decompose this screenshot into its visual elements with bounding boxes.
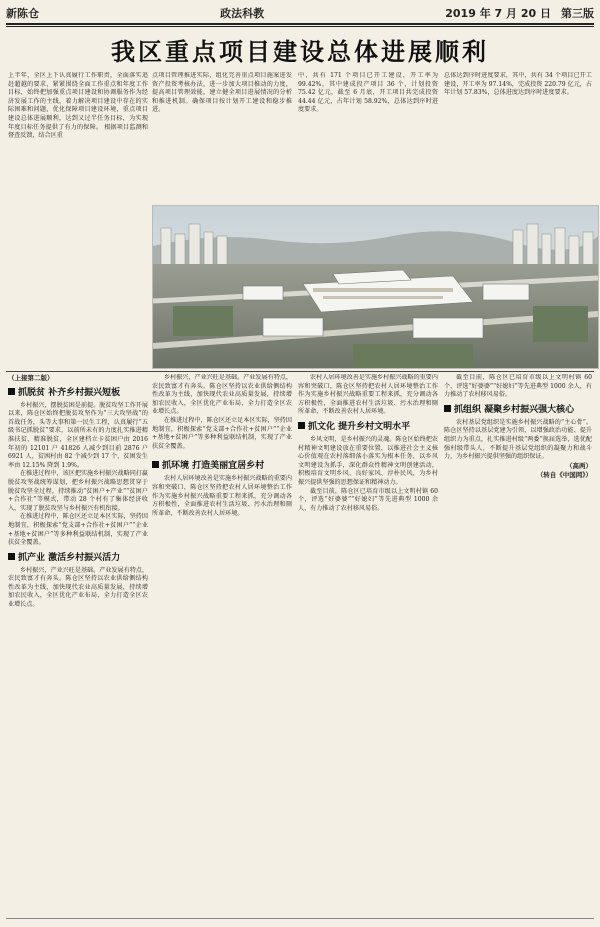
- article1-title: 抓脱贫 补齐乡村振兴短板: [8, 386, 148, 400]
- bullet-square-icon: [152, 461, 159, 468]
- article-byline: [444, 462, 592, 472]
- issue-date: 2019 年 7 月 20 日: [445, 7, 551, 20]
- top-article-col4: 总体达到序时进度要求，其中，共有 34 个项目已开工建设，开工率为 97.14%，完成投资 220.79 亿元，占年计划 57.83%，总体进度达到序时进度要求。: [444, 72, 592, 97]
- main-headline: 我区重点项目建设总体进展顺利: [111, 38, 489, 66]
- bottom-rule: [6, 918, 594, 919]
- lower-col4: [444, 374, 592, 916]
- lower-col2: [152, 374, 292, 916]
- lower-col3: [298, 374, 438, 916]
- page-number: 第三版: [560, 7, 594, 20]
- top-article-col2: 点项目管理推进实际，组化完善重点项目施案进发资产投资考核办法，进一步加大项目推动的力度，提高项目管理效能，建立健全项目进展情况的分析和推进机制。确保项目按计划开工建设和稳步推进。: [152, 72, 292, 114]
- header-right: [445, 5, 594, 21]
- article1-para2: 在推进过程中，该区把实施乡村振兴战略同打赢脱贫攻坚战统筹谋划，把乡村振兴战略思想贯穿于脱贫攻坚全过程，持续推动“贫困户+产业”“贫困户+合作社”等模式，带动 28 个村有了集体经济收入，实现了脱贫攻坚与乡村振兴有机衔接。: [8, 470, 148, 512]
- top-article-col3: 中，共有 171 个项目已开工建设，开工率为 99.42%，其中建成投产项目 36 个，计划投资 75.42 亿元，截至 6 月底，开工项目共完成投资 44.44 亿元，占年计划 58.92%，总体达到序时进度要求。: [298, 72, 438, 114]
- aerial-photo-illustration: [153, 206, 598, 368]
- source-note: （转自《中国网》）: [536, 471, 592, 480]
- article3-title: 抓环境 打造美丽宜居乡村: [152, 459, 292, 473]
- top-article-col1: 上半年，全区上下认真履行工作职责，全面落实追赶超越的要求，紧紧围绕全面工作重点和年度工作目标，始终把加强重点项目建设和协调服务作为经济发展工作的主线，着力解决项目建设中存在的实际困难和问题，优化保障项目建设环境，重点项目建设总体进展顺利，达到又过半任务目标，为实现年度目标任务提供了有力的保障。 根据项目监测和督查反馈，结合区重: [8, 72, 148, 140]
- article2-cont: 乡村振兴，产业兴旺是基础。产业发展有特点，农民致富才有奔头。陈仓区坚持以农业供给侧结构性改革为主线，加快现代农业高质量发展，持续增加农民收入，全区优化产业布局，全力打造全区农业增长点。: [152, 374, 292, 416]
- continuation-note: （上接第二版）: [8, 374, 54, 382]
- lower-col1: [8, 374, 148, 916]
- header-rule-thin: [6, 26, 594, 27]
- article5-title: 抓组织 凝聚乡村振兴强大核心: [444, 403, 592, 417]
- article4-cont: 截至目前，陈仓区已培育市级以上文明村镇 60 个，评选“好婆婆”“好媳妇”等先进典型 1000 余人，有力推动了农村移风易俗。: [444, 374, 592, 399]
- article2-title: 抓产业 激活乡村振兴活力: [8, 551, 148, 565]
- section-divider: [6, 371, 594, 372]
- article4-title: 抓文化 提升乡村文明水平: [298, 420, 438, 434]
- bullet-square-icon: [8, 553, 15, 560]
- bullet-square-icon: [8, 388, 15, 395]
- article5-para1: 农村基层党组织是实施乡村振兴战略的“主心骨”。陈仓区坚持以基层党建为引领，以增强政治功能、提升组织力为重点，扎实推进村级“两委”换届选举，选优配强村级带头人，不断提升基层党组织的凝聚力和战斗力，为乡村振兴提供坚强的组织保证。: [444, 418, 592, 461]
- article4-para1: 乡风文明，是乡村振兴的灵魂。陈仓区始终把农村精神文明建设放在重要位置，以推进社会主义核心价值观在农村落细落小落实为根本任务，以乡风文明建设为抓手，深化群众性精神文明创建活动，积极培育文明乡风、良好家风、淳朴民风，为乡村振兴提供坚强的思想保证和精神动力。: [298, 435, 438, 486]
- article4-para2: 截至目前，陈仓区已培育市级以上文明村镇 60 个，评选“好婆婆”“好媳妇”等先进典型 1000 余人，有力推动了农村移风易俗。: [298, 487, 438, 512]
- article-source: [444, 471, 592, 481]
- article3-para1: 农村人居环境改善是实施乡村振兴战略的重要内容和突破口，陈仓区坚持把农村人居环境整治工作作为实施乡村振兴战略重要工程来抓，充分调动各方积极性，全面推进农村生活垃圾、污水治理和厕所革命，不断改善农村人居环境。: [152, 475, 292, 517]
- bullet-square-icon: [444, 405, 451, 412]
- article1-cont: 在推进过程中，陈仓区还立足本区实际，坚持因地制宜，积极探索“党支部+合作社+贫困户”“企业+基地+贫困户”等多种利益联结机制，实现了产业扶贫全覆盖。: [152, 416, 292, 450]
- article3-cont: 农村人居环境改善是实施乡村振兴战略的重要内容和突破口，陈仓区坚持把农村人居环境整治工作作为实施乡村振兴战略重要工程来抓，充分调动各方积极性，全面推进农村生活垃圾、污水治理和厕所革命，不断改善农村人居环境。: [298, 374, 438, 416]
- header-rule: [6, 23, 594, 25]
- page-header: [6, 4, 594, 22]
- aerial-photo: [152, 205, 599, 369]
- article2-para1: 乡村振兴，产业兴旺是基础。产业发展有特点，农民致富才有奔头。陈仓区坚持以农业供给侧结构性改革为主线，加快现代农业高质量发展，持续增加农民收入，全区优化产业布局，全力打造全区农业增长点。: [8, 566, 148, 609]
- article1-para3: 在推进过程中，陈仓区还立足本区实际，坚持因地制宜，积极探索“党支部+合作社+贫困户”“企业+基地+贫困户”等多种利益联结机制，实现了产业扶贫全覆盖。: [8, 513, 148, 547]
- article1-para1: 乡村振兴，摆脱贫困是前提。脱贫攻坚工作开展以来，陈仓区始终把脱贫攻坚作为“三大攻坚战”的首战任务，头等大事和第一民生工程，认真履行“五级书记抓脱贫”要求，以前所未有的力度扎实推进精准扶贫、精准脱贫，全区建档立卡贫困户由 2016 年初的 12101 户 41826 人减少到目前 2876 户 6921 人，贫困村由 82 个减少到 17 个，贫困发生率由 12.15% 降到 1.9%。: [8, 401, 148, 469]
- paper-name: 新陈仓: [6, 7, 39, 20]
- author-note: （高两）: [566, 461, 592, 470]
- bullet-square-icon: [298, 422, 305, 429]
- section-name: 政法科教: [220, 7, 265, 20]
